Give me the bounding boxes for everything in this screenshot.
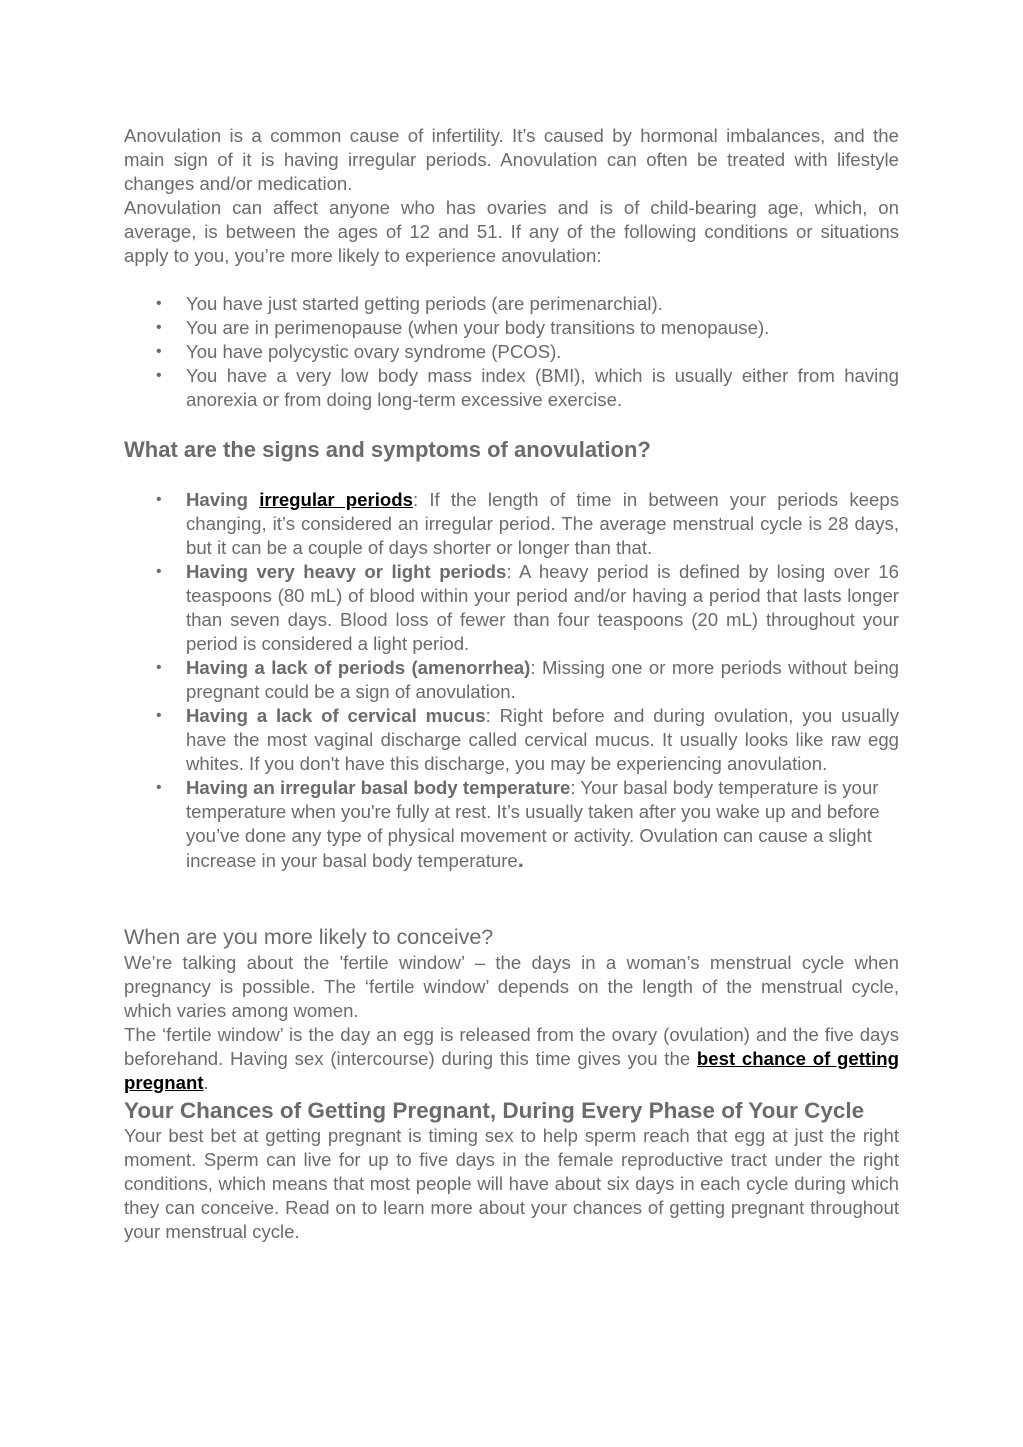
bullet-icon: • [156,491,162,508]
irregular-periods-link[interactable]: irregular periods [259,489,413,510]
bullet-icon: • [156,779,162,796]
bullet-icon: • [156,343,162,360]
list-item: • Having very heavy or light periods: A heavy period is defined by losing over 16 teaspoons (80 mL) of blood within your period and/or having a period that lasts longer than seven days. Blood loss of fewer than four teaspoons (20 mL) throughout your period is considered a light period. [156,561,899,654]
intro-paragraph-2: Anovulation can affect anyone who has ovaries and is of child-bearing age, which, on average, is between the ages of 12 and 51. If any of the following conditions or situations apply to you, you’re more likely to experience anovulation: [124,197,899,266]
conceive-heading: When are you more likely to conceive? [124,925,494,949]
list-item: • Having irregular periods: If the length of time in between your periods keeps changing, it’s considered an irregular period. The average menstrual cycle is 28 days, but it can be a couple of days shorter or longer than that. [156,489,899,558]
list-item: • Having an irregular basal body temperature: Your basal body temperature is your temperature when you're fully at rest. It’s usually taken after you wake up and before you’ve done any type of physical movement or activity. Ovulation can cause a slight increase in your basal body temperature. [156,777,880,872]
best-chance-link[interactable]: best chance of getting pregnant [124,1048,899,1093]
bullet-icon: • [156,707,162,724]
chances-heading: Your Chances of Getting Pregnant, During Every Phase of Your Cycle [124,1098,865,1123]
list-item: • You have a very low body mass index (BMI), which is usually either from having anorexia or from doing long-term excessive exercise. [156,365,899,410]
conceive-paragraph-2: The ‘fertile window’ is the day an egg is released from the ovary (ovulation) and the five days beforehand. Having sex (intercourse) during this time gives you the best chance of getting pregnant. [124,1024,899,1093]
bullet-icon: • [156,659,162,676]
list-item: • You are in perimenopause (when your body transitions to menopause). [156,317,770,338]
list-item: • You have polycystic ovary syndrome (PCOS). [156,341,562,362]
signs-heading: What are the signs and symptoms of anovulation? [124,437,651,462]
list-item: • Having a lack of periods (amenorrhea): Missing one or more periods without being pregnant could be a sign of anovulation. [156,657,899,702]
signs-list [124,488,899,873]
bullet-icon: • [156,367,162,384]
document-page [124,124,899,1244]
bullet-icon: • [156,563,162,580]
list-item: • Having a lack of cervical mucus: Right before and during ovulation, you usually have the most vaginal discharge called cervical mucus. It usually looks like raw egg whites. If you don't have this discharge, you may be experiencing anovulation. [156,705,900,774]
intro-paragraph-1: Anovulation is a common cause of infertility. It’s caused by hormonal imbalances, and the main sign of it is having irregular periods. Anovulation can often be treated with lifestyle changes and/or medication. [124,125,899,194]
list-item: • You have just started getting periods (are perimenarchial). [156,293,663,314]
bullet-icon: • [156,319,162,336]
chances-paragraph: Your best bet at getting pregnant is timing sex to help sperm reach that egg at just the right moment. Sperm can live for up to five days in the female reproductive tract under the right conditions, which means that most people will have about six days in each cycle during which they can conceive. Read on to learn more about your chances of getting pregnant throughout your menstrual cycle. [124,1125,899,1242]
bullet-icon: • [156,295,162,312]
risk-list [124,292,899,412]
conceive-paragraph-1: We’re talking about the 'fertile window’ – the days in a woman’s menstrual cycle when pregnancy is possible. The ‘fertile window’ depends on the length of the menstrual cycle, which varies among women. [124,952,899,1021]
